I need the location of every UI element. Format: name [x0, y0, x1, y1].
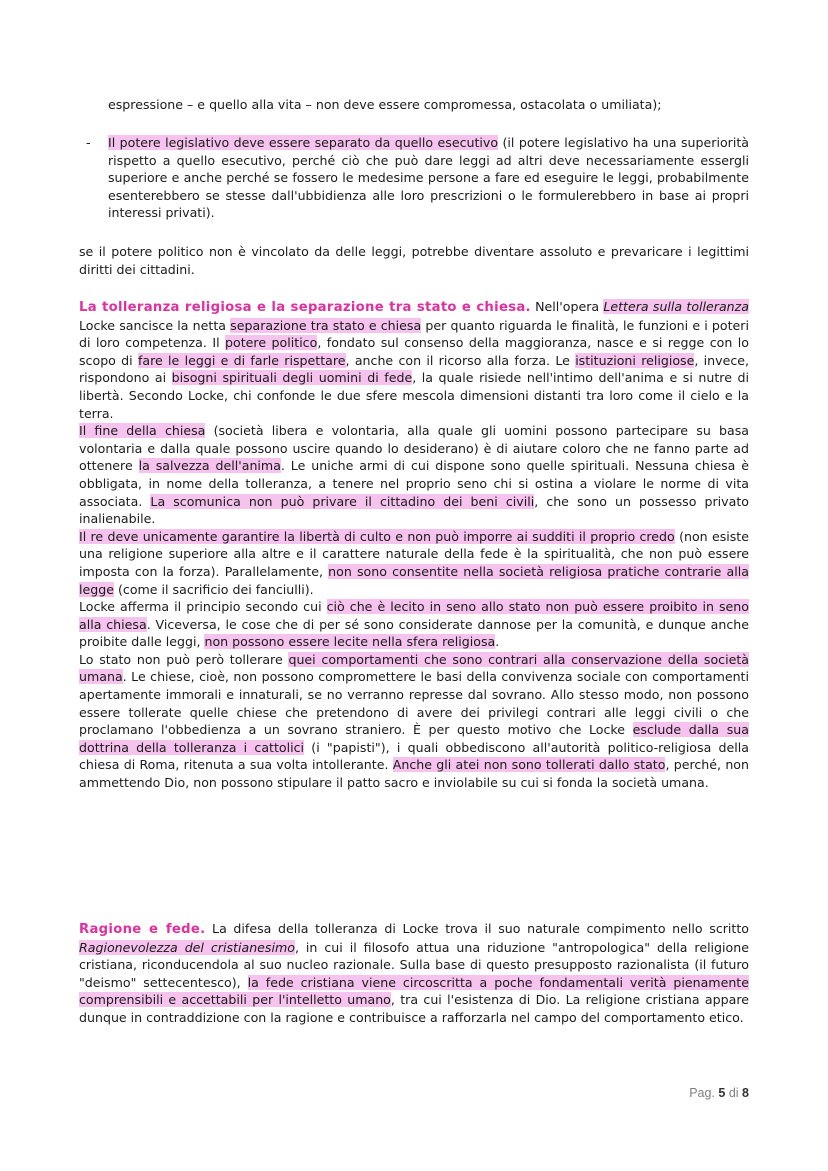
- continued-text: espressione – e quello alla vita – non deve essere compromessa, ostacolata o umiliata);: [108, 97, 662, 112]
- text-run: .: [495, 634, 500, 650]
- bullet-dash: -: [86, 135, 91, 150]
- highlight: non possono essere lecite nella sfera religiosa: [204, 634, 496, 650]
- text-run: (come il sacrificio dei fanciulli).: [113, 581, 314, 597]
- highlight: quei comportamenti che sono contrari alla conservazione della società umana: [79, 651, 749, 685]
- total-pages: 8: [742, 1086, 749, 1100]
- book-title: Lettera sulla tolleranza: [603, 299, 749, 314]
- section-tolerance-p5: [79, 651, 749, 792]
- highlight: Il fine della chiesa: [79, 423, 206, 439]
- highlight: non sono consentite nella società religiosa pratiche contrarie alla legge: [79, 563, 749, 597]
- highlight: Il potere legislativo deve essere separato da quello esecutivo: [108, 135, 499, 150]
- text-run: . Le chiese, cioè, non possono compromettere le basi della convivenza sociale con comportamenti apertamente immorali e innaturali, se no verranno represse dal sovrano. Allo stesso modo, non possono essere tollerate quelle chiese che pretendono di avere dei privilegi contrari alle leggi civili o che proclamano l'obbedienza a un sovrano straniero. È per questo motivo che Locke: [79, 669, 749, 738]
- highlight: bisogni spirituali degli uomini di fede: [171, 370, 413, 386]
- highlight: ciò che è lecito in seno allo stato non può essere proibito in seno alla chiesa: [79, 599, 749, 632]
- section-tolerance-p4: [79, 598, 749, 651]
- bullet-item-legislative: [86, 134, 749, 222]
- text-run: Nell'opera: [530, 299, 604, 314]
- highlight: La scomunica non può privare il cittadino dei beni civili: [150, 493, 535, 509]
- text-run: , che sono un possesso privato inalienabile.: [79, 493, 749, 527]
- section-title: Ragione e fede.: [79, 922, 206, 937]
- highlight: la fede cristiana viene circoscritta a poche fondamentali verità pienamente comprensibili e accettabili per l'intelletto umano: [79, 974, 749, 1008]
- text-run: (società libera e volontaria, alla quale gli uomini possono partecipare su basa volontaria e dalla quale possono uscire quando lo desiderano) è di aiutare coloro che ne fanno parte ad ottenere: [79, 423, 749, 474]
- text-run: (il potere legislativo ha una superiorità rispetto a quello esecutivo, perché ciò che può dare leggi ad altri deve necessariamente essergli superiore e anche perché se fossero le medesime persone a fare ed eseguire le leggi, probabilmente esenterebbero se stesse dall'ubbidienza alle loro prescrizioni o le formulerebbero in base ai propri interessi privati).: [108, 135, 749, 221]
- highlight: esclude dalla sua dottrina della tolleranza i cattolici: [79, 722, 749, 755]
- text-run: (i "papisti"), i quali obbediscono all'autorità politico-religiosa della chiesa di Roma, ritenuta a sua volta intollerante.: [79, 739, 749, 773]
- section-tolerance-p1: [79, 298, 749, 422]
- book-title: Ragionevolezza del cristianesimo: [79, 939, 295, 955]
- bullet-text: [108, 134, 749, 222]
- text-run: , in cui il filosofo attua una riduzione "antropologica" della religione cristiana, riconducendola al suo nucleo razionale. Sulla base di questo presupposto razionalista (il futuro "deismo" settecentesco),: [79, 939, 749, 990]
- highlight: istituzioni religiose: [575, 352, 695, 368]
- page-prefix: Pag.: [689, 1086, 719, 1100]
- highlight: la salvezza dell'anima: [138, 458, 281, 474]
- text-run: , la quale risiede nell'intimo dell'anima e si nutre di libertà. Secondo Locke, chi confonde le due sfere mescola dimensioni distanti tra loro come il cielo e la terra.: [79, 370, 750, 421]
- text-run: Locke afferma il principio secondo cui: [79, 599, 327, 615]
- text-run: Locke sancisce la netta: [79, 317, 231, 333]
- current-page: 5: [718, 1086, 726, 1100]
- page-separator: di: [725, 1086, 743, 1100]
- highlight: Il re deve unicamente garantire la libertà di culto e non può imporre ai sudditi il proprio credo: [79, 528, 675, 544]
- text-run: , fondato sul consenso della maggioranza, nasce e si regge con lo scopo di: [79, 335, 749, 368]
- text-run: (non esiste una religione superiore alla altre e il carattere naturale della fede è la spiritualità, che non può essere imposta con la forza). Parallelamente,: [79, 528, 749, 579]
- paragraph-text: se il potere politico non è vincolato da delle leggi, potrebbe diventare assoluto e prevaricare i legittimi diritti dei cittadini.: [79, 244, 749, 277]
- continued-bullet-text: [108, 96, 749, 114]
- text-run: , invece, rispondono ai: [79, 352, 749, 386]
- highlight: Anche gli atei non sono tollerati dallo stato: [392, 757, 666, 773]
- section-tolerance-p2: [79, 422, 749, 528]
- text-run: , tra cui l'esistenza di Dio. La religione cristiana appare dunque in contraddizione con la ragione e contribuisce a rafforzarla nel campo del comportamento etico.: [79, 992, 750, 1025]
- section-reason-faith: [79, 920, 749, 1027]
- section-title: La tolleranza religiosa e la separazione tra stato e chiesa.: [79, 300, 531, 315]
- section-tolerance-p3: [79, 528, 749, 598]
- page-number: [689, 1086, 749, 1100]
- text-run: La difesa della tolleranza di Locke trova il suo naturale compimento nello scritto: [205, 921, 750, 936]
- highlight: potere politico: [225, 335, 318, 351]
- text-run: per quanto riguarda le finalità, le funzioni e i poteri di loro competenza. Il: [79, 317, 749, 351]
- section-reason-faith-p1: [79, 920, 749, 1027]
- text-run: . Viceversa, le cose che di per sé sono considerate dannose per la comunità, e dunque anche proibite dalle leggi,: [79, 616, 749, 650]
- highlight: separazione tra stato e chiesa: [230, 317, 422, 333]
- section-tolerance: [79, 298, 749, 792]
- text-run: , anche con il ricorso alla forza. Le: [345, 352, 576, 368]
- paragraph-political-power: [79, 243, 749, 278]
- text-run: , perché, non ammettendo Dio, non possono stipulare il patto sacro e inviolabile su cui si fonda la società umana.: [79, 757, 749, 791]
- text-run: Lo stato non può però tollerare: [79, 651, 289, 667]
- text-run: . Le uniche armi di cui dispone sono quelle spirituali. Nessuna chiesa è obbligata, in nome della tolleranza, a tenere nel proprio seno chi si ostina a violare le norme di vita associata.: [79, 458, 749, 509]
- highlight: fare le leggi e di farle rispettare: [137, 352, 346, 368]
